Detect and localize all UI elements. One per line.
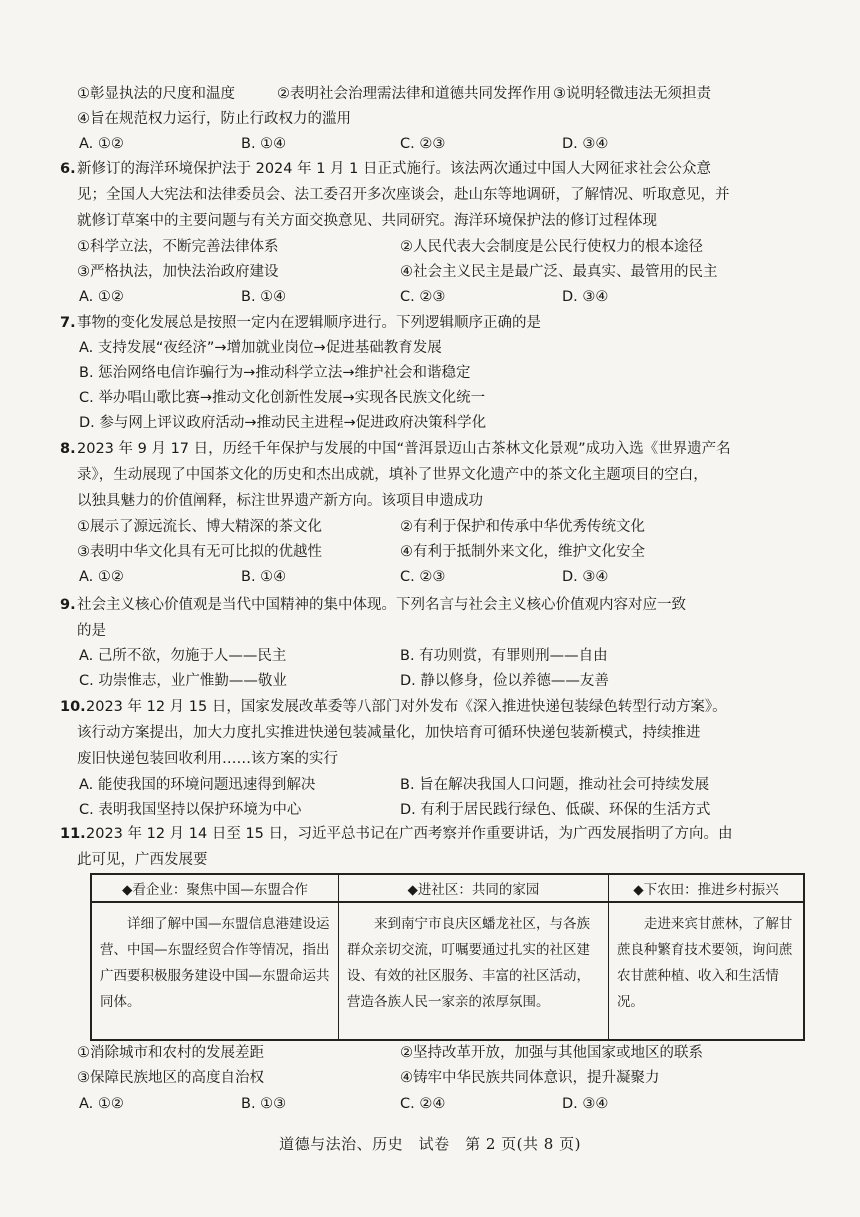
- q8-option-c: C. ②③: [400, 569, 446, 585]
- q5-option-d: D. ③④: [562, 136, 609, 152]
- q9-option-a: A. 己所不欲，勿施于人——民主: [79, 648, 287, 664]
- q11-item-2: ②坚持改革开放，加强与其他国家或地区的联系: [400, 1045, 703, 1061]
- q10-stem-line-2: 该行动方案提出，加大力度扎实推进快递包装减量化，加快培育可循环快递包装新模式，持续推进: [77, 725, 701, 741]
- q11-cell-text-2: 来到南宁市良庆区蟠龙社区，与各族群众亲切交流，叮嘱要通过扎实的社区建设、有效的社区服务、丰富的社区活动，营造各族人民一家亲的浓厚氛围。: [346, 916, 590, 1010]
- q10-stem-line-3: 废旧快递包装回收利用……该方案的实行: [77, 751, 338, 767]
- q10-stem-line-1: 2023 年 12 月 15 日，国家发展改革委等八部门对外发布《深入推进快递包装绿色转型行动方案》。: [86, 699, 727, 715]
- q6-number: 6.: [60, 161, 76, 177]
- q5-item-2: ②表明社会治理需法律和道德共同发挥作用: [277, 86, 551, 102]
- q11-table-body-row: [91, 902, 804, 1040]
- q11-stem-line-1: 2023 年 12 月 14 日至 15 日，习近平总书记在广西考察并作重要讲话，为广西发展指明了方向。由: [86, 826, 733, 842]
- q9-stem-line-2: 的是: [77, 623, 106, 639]
- q11-table-header-community: ◆进社区：共同的家园: [338, 874, 608, 902]
- q9-option-c: C. 功崇惟志，业广惟勤——敬业: [79, 673, 287, 689]
- q10-option-b: B. 旨在解决我国人口问题，推动社会可持续发展: [400, 777, 710, 793]
- q7-option-d: D. 参与网上评议政府活动→推动民主进程→促进政府决策科学化: [79, 415, 487, 431]
- q6-item-3: ③严格执法，加快法治政府建设: [77, 264, 279, 280]
- q8-item-1: ①展示了源远流长、博大精深的茶文化: [77, 519, 322, 535]
- q11-item-1: ①消除城市和农村的发展差距: [77, 1045, 264, 1061]
- q8-stem-line-2: 录》，生动展现了中国茶文化的历史和杰出成就，填补了世界文化遗产中的茶文化主题项目的空白，: [77, 467, 708, 483]
- q8-number: 8.: [60, 441, 76, 457]
- q5-option-a: A. ①②: [79, 136, 124, 152]
- q11-item-4: ④铸牢中华民族共同体意识，提升凝聚力: [400, 1070, 660, 1086]
- q5-item-4: ④旨在规范权力运行，防止行政权力的滥用: [77, 111, 351, 127]
- q11-info-table: [90, 873, 805, 1041]
- q9-option-d: D. 静以修身，俭以养德——友善: [400, 673, 609, 689]
- q6-item-2: ②人民代表大会制度是公民行使权力的根本途径: [400, 239, 703, 255]
- q9-number: 9.: [60, 597, 76, 613]
- q11-option-d: D. ③④: [562, 1096, 609, 1112]
- q11-table-header-enterprise: ◆看企业：聚焦中国—东盟合作: [91, 874, 338, 902]
- q11-cell-text-1: 详细了解中国—东盟信息港建设运营、中国—东盟经贸合作等情况，指出广西要积极服务建设中国—东盟命运共同体。: [100, 916, 330, 1010]
- q8-item-4: ④有利于抵制外来文化，维护文化安全: [400, 544, 645, 560]
- q7-option-b: B. 惩治网络电信诈骗行为→推动科学立法→维护社会和谐稳定: [79, 365, 471, 381]
- q8-option-a: A. ①②: [79, 569, 124, 585]
- q11-table-header-row: [91, 874, 804, 902]
- q7-number: 7.: [60, 315, 76, 331]
- q8-stem-line-3: 以独具魅力的价值阐释，标注世界遗产新方向。该项目申遗成功: [77, 493, 483, 509]
- q6-item-4: ④社会主义民主是最广泛、最真实、最管用的民主: [400, 264, 718, 280]
- q8-option-d: D. ③④: [562, 569, 609, 585]
- q5-item-1: ①彰显执法的尺度和温度: [77, 86, 235, 102]
- q9-stem-line-1: 社会主义核心价值观是当代中国精神的集中体现。下列名言与社会主义核心价值观内容对应一致: [77, 597, 686, 613]
- q11-table-header-farmland: ◆下农田：推进乡村振兴: [608, 874, 804, 902]
- q6-option-a: A. ①②: [79, 289, 124, 305]
- q11-option-c: C. ②④: [400, 1096, 446, 1112]
- q11-stem-line-2: 此可见，广西发展要: [77, 852, 208, 868]
- q11-option-b: B. ①③: [241, 1096, 287, 1112]
- q10-option-c: C. 表明我国坚持以保护环境为中心: [79, 802, 302, 818]
- q10-option-d: D. 有利于居民践行绿色、低碳、环保的生活方式: [400, 802, 711, 818]
- q9-option-b: B. 有功则赏，有罪则刑——自由: [400, 648, 608, 664]
- q7-stem: 事物的变化发展总是按照一定内在逻辑顺序进行。下列逻辑顺序正确的是: [77, 315, 541, 331]
- q8-stem-line-1: 2023 年 9 月 17 日，历经千年保护与发展的中国“普洱景迈山古茶林文化景观”成功入选《世界遗产名: [77, 441, 731, 457]
- q10-number: 10.: [60, 699, 86, 715]
- q6-option-d: D. ③④: [562, 289, 609, 305]
- q8-item-3: ③表明中华文化具有无可比拟的优越性: [77, 544, 322, 560]
- q8-item-2: ②有利于保护和传承中华优秀传统文化: [400, 519, 645, 535]
- q11-table-cell-enterprise: [91, 902, 338, 1040]
- q7-option-a: A. 支持发展“夜经济”→增加就业岗位→促进基础教育发展: [79, 340, 442, 356]
- q6-option-c: C. ②③: [400, 289, 446, 305]
- q6-option-b: B. ①④: [241, 289, 287, 305]
- q6-stem-line-2: 见；全国人大宪法和法律委员会、法工委召开多次座谈会，赴山东等地调研，了解情况、听取意见，并: [77, 187, 730, 203]
- q5-option-b: B. ①④: [241, 136, 287, 152]
- q6-stem-line-3: 就修订草案中的主要问题与有关方面交换意见、共同研究。海洋环境保护法的修订过程体现: [77, 213, 657, 229]
- q6-item-1: ①科学立法，不断完善法律体系: [77, 239, 279, 255]
- q11-item-3: ③保障民族地区的高度自治权: [77, 1070, 264, 1086]
- q6-stem-line-1: 新修订的海洋环境保护法于 2024 年 1 月 1 日正式施行。该法两次通过中国人大网征求社会公众意: [77, 161, 712, 177]
- q11-table-cell-community: [338, 902, 608, 1040]
- q11-option-a: A. ①②: [79, 1096, 124, 1112]
- q11-cell-text-3: 走进来宾甘蔗林，了解甘蔗良种繁育技术要领，询问蔗农甘蔗种植、收入和生活情况。: [616, 916, 793, 1010]
- q10-option-a: A. 能使我国的环境问题迅速得到解决: [79, 777, 316, 793]
- q5-option-c: C. ②③: [400, 136, 446, 152]
- q8-option-b: B. ①④: [241, 569, 287, 585]
- q7-option-c: C. 举办唱山歌比赛→推动文化创新性发展→实现各民族文化统一: [79, 390, 486, 406]
- q11-table-cell-farmland: [608, 902, 804, 1040]
- q11-number: 11.: [60, 826, 86, 842]
- q5-item-3: ③说明轻微违法无须担责: [553, 86, 711, 102]
- page-footer: 道德与法治、历史 试卷 第 2 页(共 8 页): [279, 1135, 581, 1153]
